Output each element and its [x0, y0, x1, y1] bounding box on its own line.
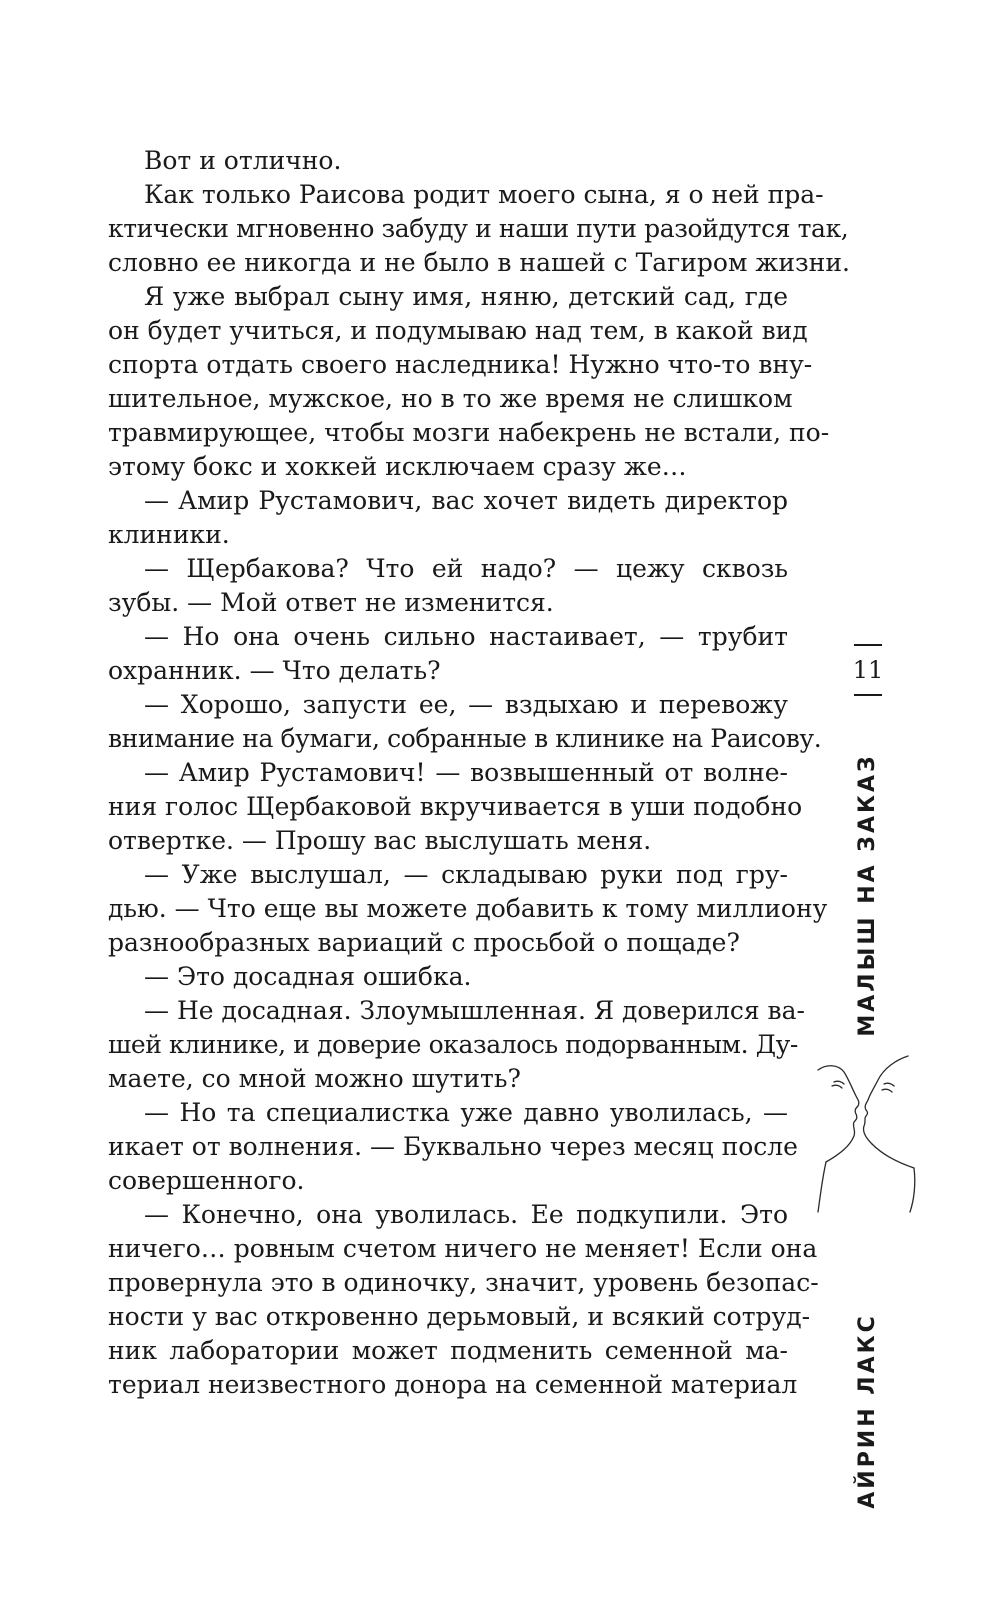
text-line: зубы. — Мой ответ не изменится. [108, 588, 554, 617]
text-line: этому бокс и хоккей исключаем сразу же… [108, 452, 687, 481]
text-line: — Амир Рустамович! — возвышенный от волне- [144, 758, 788, 787]
text-line: ктически мгновенно забуду и наши пути разойдутся так, [108, 214, 849, 243]
page-number-rule-bottom [854, 694, 882, 696]
text-line: травмирующее, чтобы мозги набекрень не встали, по- [108, 418, 830, 447]
author-name: АЙРИН ЛАКС [855, 1313, 880, 1509]
text-line: ния голос Щербаковой вкручивается в уши подобно [108, 792, 803, 821]
body-text [108, 144, 850, 1402]
text-line: териал неизвестного донора на семенной материал [108, 1370, 798, 1399]
text-line: он будет учиться, и подумываю над тем, в какой вид [108, 316, 808, 345]
text-line: Я уже выбрал сыну имя, няню, детский сад, где [144, 282, 788, 311]
page-number-block [848, 644, 888, 700]
text-line: — Но она очень сильно настаивает, — трубит [144, 622, 788, 651]
text-line: — Амир Рустамович, вас хочет видеть директор [144, 486, 788, 515]
book-title: МАЛЫШ НА ЗАКАЗ [855, 753, 880, 1037]
text-line: словно ее никогда и не было в нашей с Тагиром жизни. [108, 248, 850, 277]
text-line: — Конечно, она уволилась. Ее подкупили. Это [144, 1200, 788, 1229]
kiss-line-art-icon [812, 1050, 920, 1215]
text-line: — Но та специалистка уже давно уволилась, — [144, 1098, 788, 1127]
text-line: провернула это в одиночку, значит, уровень безопас- [108, 1268, 819, 1297]
text-line: шительное, мужское, но в то же время не слишком [108, 384, 793, 413]
text-line: ности у вас откровенно дерьмовый, и всякий сотруд- [108, 1302, 811, 1331]
text-line: отвертке. — Прошу вас выслушать меня. [108, 826, 652, 855]
text-line: разнообразных вариаций с просьбой о пощаде? [108, 928, 740, 957]
text-line: Вот и отлично. [144, 146, 342, 175]
text-line: икает от волнения. — Буквально через месяц после [108, 1132, 798, 1161]
text-line: ничего… ровным счетом ничего не меняет! Если она [108, 1234, 818, 1263]
text-line: шей клинике, и доверие оказалось подорванным. Ду- [108, 1030, 798, 1059]
text-line: дью. — Что еще вы можете добавить к тому миллиону [108, 894, 828, 923]
text-line: маете, со мной можно шутить? [108, 1064, 521, 1093]
page-number-rule-top [854, 644, 882, 646]
text-line: внимание на бумаги, собранные в клинике на Раисову. [108, 724, 822, 753]
text-line: — Щербакова? Что ей надо? — цежу сквозь [144, 554, 788, 583]
text-line: Как только Раисова родит моего сына, я о ней пра- [144, 180, 824, 209]
text-line: — Хорошо, запусти ее, — вздыхаю и перевожу [144, 690, 788, 719]
text-line: клиники. [108, 520, 230, 549]
page-number: 11 [852, 656, 884, 684]
text-line: ник лаборатории может подменить семенной ма- [108, 1336, 788, 1365]
text-line: спорта отдать своего наследника! Нужно что-то вну- [108, 350, 813, 379]
text-line: — Это досадная ошибка. [144, 962, 472, 991]
text-line: охранник. — Что делать? [108, 656, 441, 685]
text-line: — Уже выслушал, — складываю руки под гру- [144, 860, 788, 889]
text-line: — Не досадная. Злоумышленная. Я доверился ва- [144, 996, 805, 1025]
text-line: совершенного. [108, 1166, 305, 1195]
